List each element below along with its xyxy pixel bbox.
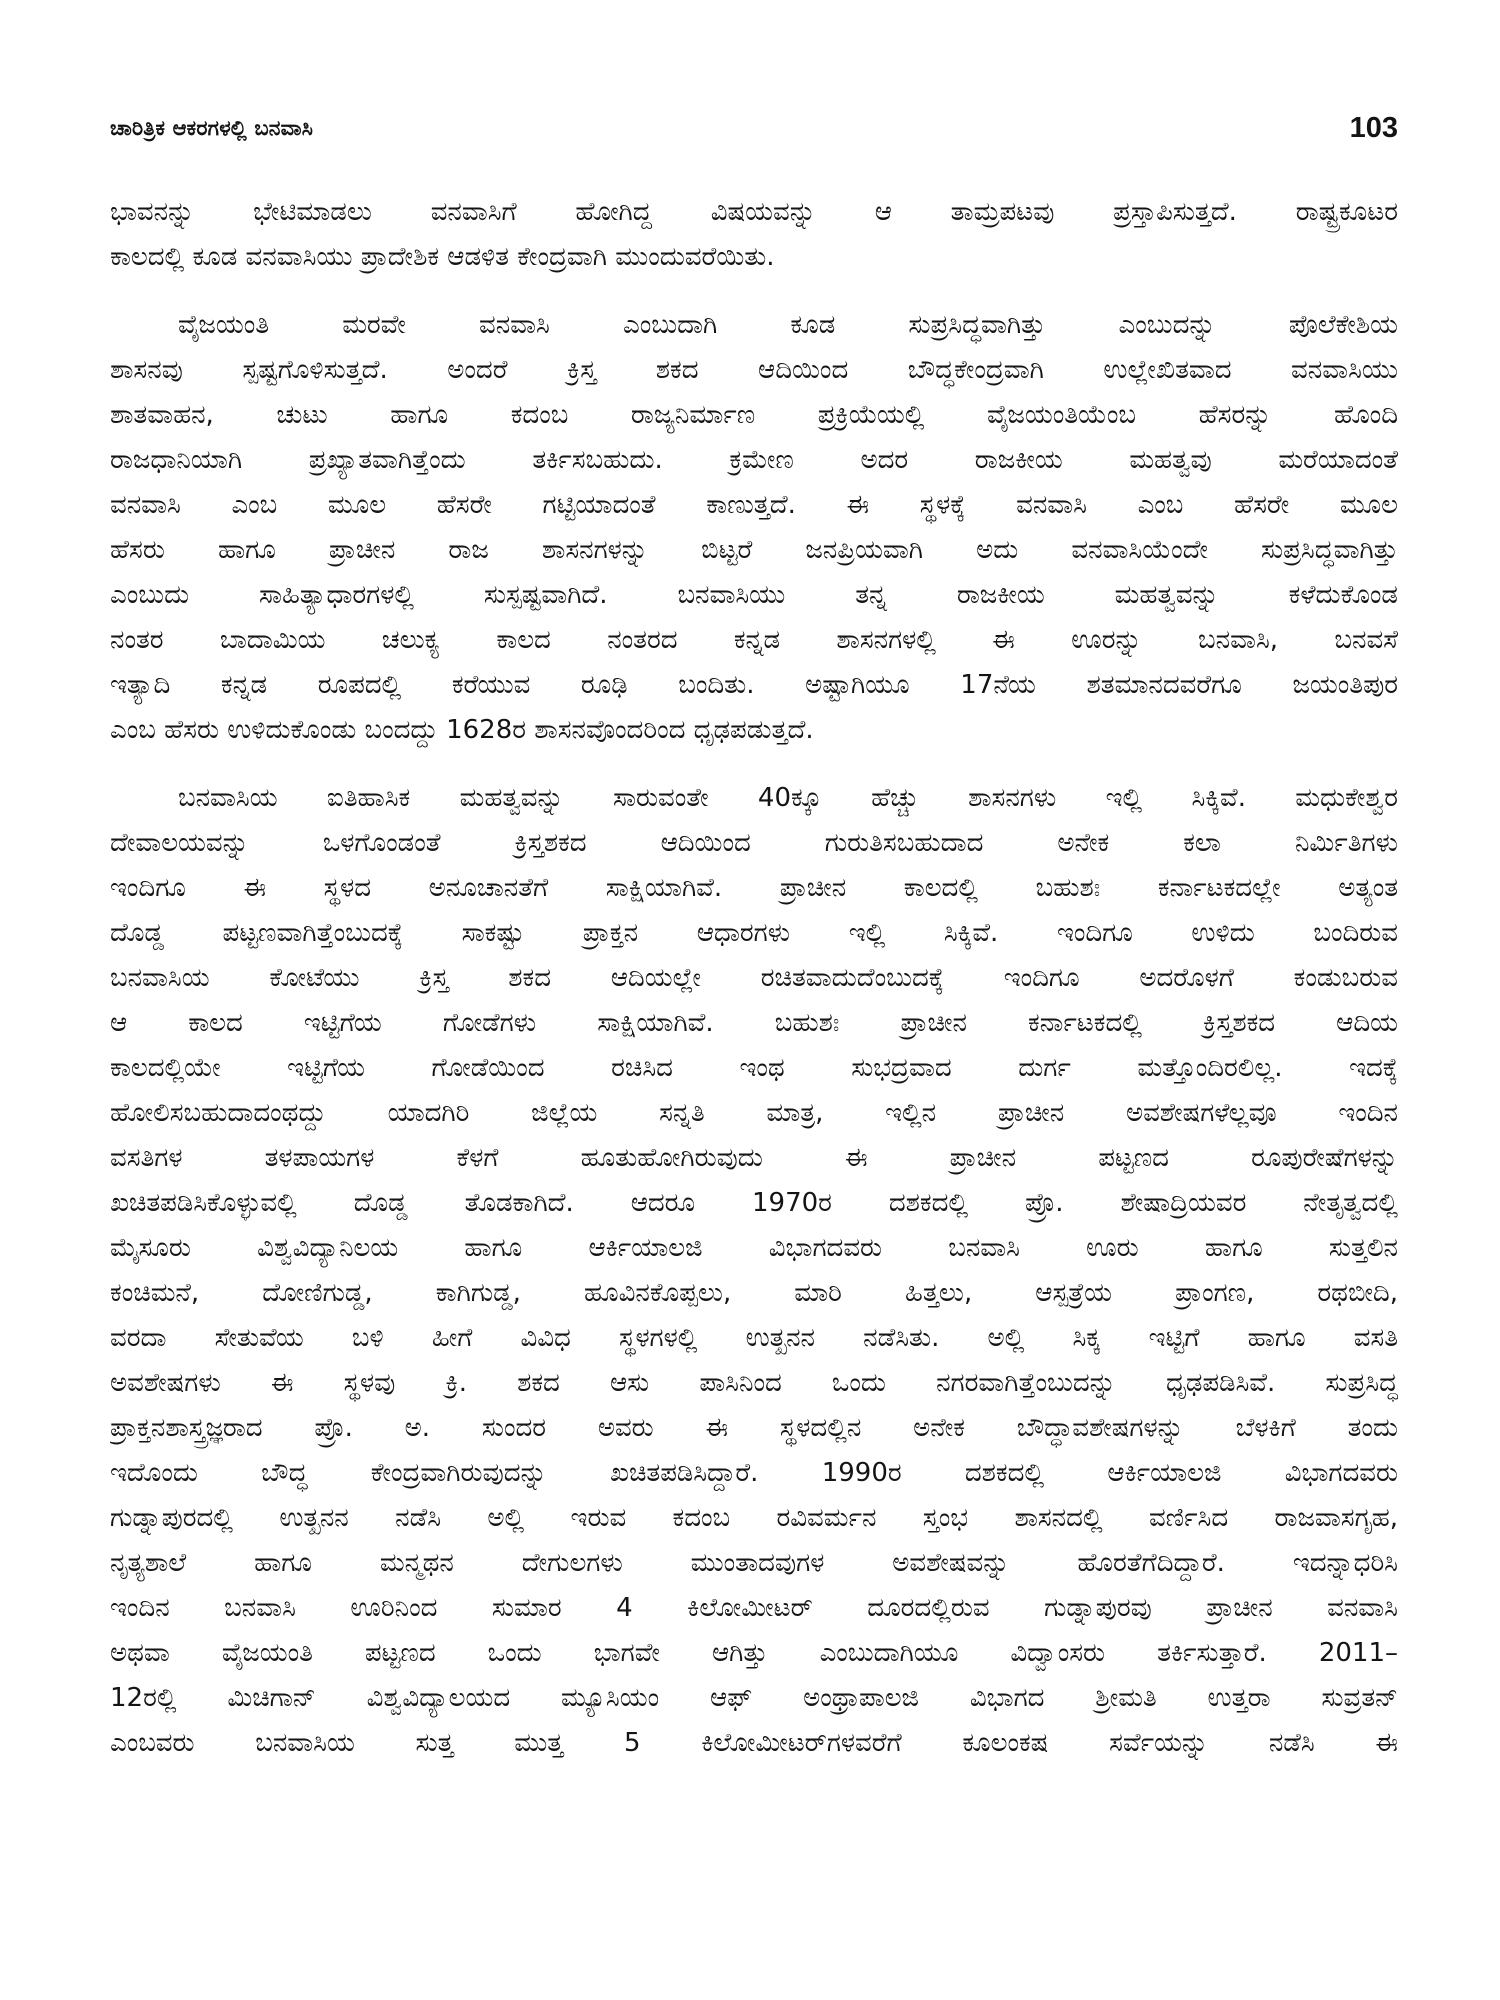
text-line: ಖಚಿತಪಡಿಸಿಕೊಳ್ಳುವಲ್ಲಿ ದೊಡ್ಡ ತೊಡಕಾಗಿದೆ. ಆದರೂ 1970ರ ದಶಕದಲ್ಲಿ ಪ್ರೊ. ಶೇಷಾದ್ರಿಯವರ ನೇತೃತ್ವದಲ್ಲಿ	[110, 1188, 1398, 1218]
text-line: ಇತ್ಯಾದಿ ಕನ್ನಡ ರೂಪದಲ್ಲಿ ಕರೆಯುವ ರೂಢಿ ಬಂದಿತು. ಅಷ್ಟಾಗಿಯೂ 17ನೆಯ ಶತಮಾನದವರೆಗೂ ಜಯಂತಿಪುರ	[110, 670, 1398, 700]
text-line: ವೈಜಯಂತಿ ಮರವೇ ವನವಾಸಿ ಎಂಬುದಾಗಿ ಕೂಡ ಸುಪ್ರಸಿದ್ಧವಾಗಿತ್ತು ಎಂಬುದನ್ನು ಪೊಲೆಕೇಶಿಯ	[178, 310, 1398, 340]
text-line: ಬನವಾಸಿಯ ಐತಿಹಾಸಿಕ ಮಹತ್ವವನ್ನು ಸಾರುವಂತೇ 40ಕ್ಕೂ ಹೆಚ್ಚು ಶಾಸನಗಳು ಇಲ್ಲಿ ಸಿಕ್ಕಿವೆ. ಮಧುಕೇಶ್ವರ	[178, 783, 1398, 813]
text-line: ಎಂಬವರು ಬನವಾಸಿಯ ಸುತ್ತ ಮುತ್ತ 5 ಕಿಲೋಮೀಟರ್‌ಗಳವರೆಗೆ ಕೂಲಂಕಷ ಸರ್ವೆಯನ್ನು ನಡೆಸಿ ಈ	[110, 1728, 1398, 1758]
text-line: ದೊಡ್ಡ ಪಟ್ಟಣವಾಗಿತ್ತೆಂಬುದಕ್ಕೆ ಸಾಕಷ್ಟು ಪ್ರಾಕ್ತನ ಆಧಾರಗಳು ಇಲ್ಲಿ ಸಿಕ್ಕಿವೆ. ಇಂದಿಗೂ ಉಳಿದು ಬಂದಿರುವ	[110, 918, 1398, 948]
text-line: ಕಾಲದಲ್ಲಿ ಕೂಡ ವನವಾಸಿಯು ಪ್ರಾದೇಶಿಕ ಆಡಳಿತ ಕೇಂದ್ರವಾಗಿ ಮುಂದುವರೆಯಿತು.	[110, 242, 775, 272]
paragraph-1	[110, 190, 1398, 280]
text-line: ಆ ಕಾಲದ ಇಟ್ಟಿಗೆಯ ಗೋಡೆಗಳು ಸಾಕ್ಷಿಯಾಗಿವೆ. ಬಹುಶಃ ಪ್ರಾಚೀನ ಕರ್ನಾಟಕದಲ್ಲಿ ಕ್ರಿಸ್ತಶಕದ ಆದಿಯ	[110, 1008, 1398, 1038]
text-line: ಬನವಾಸಿಯ ಕೋಟೆಯು ಕ್ರಿಸ್ತ ಶಕದ ಆದಿಯಲ್ಲೇ ರಚಿತವಾದುದೆಂಬುದಕ್ಕೆ ಇಂದಿಗೂ ಅದರೊಳಗೆ ಕಂಡುಬರುವ	[110, 963, 1398, 993]
text-line: ಗುಡ್ನಾಪುರದಲ್ಲಿ ಉತ್ಖನನ ನಡೆಸಿ ಅಲ್ಲಿ ಇರುವ ಕದಂಬ ರವಿವರ್ಮನ ಸ್ತಂಭ ಶಾಸನದಲ್ಲಿ ವರ್ಣಿಸಿದ ರಾಜವಾಸಗೃಹ,	[110, 1503, 1398, 1533]
text-line: ಎಂಬುದು ಸಾಹಿತ್ಯಾಧಾರಗಳಲ್ಲಿ ಸುಸ್ಪಷ್ಟವಾಗಿದೆ. ಬನವಾಸಿಯು ತನ್ನ ರಾಜಕೀಯ ಮಹತ್ವವನ್ನು ಕಳೆದುಕೊಂಡ	[110, 580, 1398, 610]
page-header	[110, 112, 1398, 152]
text-line: ಇಂದಿನ ಬನವಾಸಿ ಊರಿನಿಂದ ಸುಮಾರ 4 ಕಿಲೋಮೀಟರ್ ದೂರದಲ್ಲಿರುವ ಗುಡ್ನಾಪುರವು ಪ್ರಾಚೀನ ವನವಾಸಿ	[110, 1593, 1398, 1623]
running-title: ಚಾರಿತ್ರಿಕ ಆಕರಗಳಲ್ಲಿ ಬನವಾಸಿ	[110, 116, 314, 140]
text-line: ವರದಾ ಸೇತುವೆಯ ಬಳಿ ಹೀಗೆ ವಿವಿಧ ಸ್ಥಳಗಳಲ್ಲಿ ಉತ್ಖನನ ನಡೆಸಿತು. ಅಲ್ಲಿ ಸಿಕ್ಕ ಇಟ್ಟಿಗೆ ಹಾಗೂ ವಸತಿ	[110, 1323, 1398, 1353]
text-line: ವನವಾಸಿ ಎಂಬ ಮೂಲ ಹೆಸರೇ ಗಟ್ಟಿಯಾದಂತೆ ಕಾಣುತ್ತದೆ. ಈ ಸ್ಥಳಕ್ಕೆ ವನವಾಸಿ ಎಂಬ ಹೆಸರೇ ಮೂಲ	[110, 490, 1398, 520]
text-line: ಹೋಲಿಸಬಹುದಾದಂಥದ್ದು ಯಾದಗಿರಿ ಜಿಲ್ಲೆಯ ಸನ್ನತಿ ಮಾತ್ರ, ಇಲ್ಲಿನ ಪ್ರಾಚೀನ ಅವಶೇಷಗಳೆಲ್ಲವೂ ಇಂದಿನ	[110, 1098, 1398, 1128]
text-line: ಶಾತವಾಹನ, ಚುಟು ಹಾಗೂ ಕದಂಬ ರಾಜ್ಯನಿರ್ಮಾಣ ಪ್ರಕ್ರಿಯೆಯಲ್ಲಿ ವೈಜಯಂತಿಯೆಂಬ ಹೆಸರನ್ನು ಹೊಂದಿ	[110, 400, 1398, 430]
text-line: ಅಥವಾ ವೈಜಯಂತಿ ಪಟ್ಟಣದ ಒಂದು ಭಾಗವೇ ಆಗಿತ್ತು ಎಂಬುದಾಗಿಯೂ ವಿದ್ವಾಂಸರು ತರ್ಕಿಸುತ್ತಾರೆ. 2011–	[110, 1638, 1398, 1668]
text-line: ಭಾವನನ್ನು ಭೇಟಿಮಾಡಲು ವನವಾಸಿಗೆ ಹೋಗಿದ್ದ ವಿಷಯವನ್ನು ಆ ತಾಮ್ರಪಟವು ಪ್ರಸ್ತಾಪಿಸುತ್ತದೆ. ರಾಷ್ಟ್ರಕೂಟರ	[110, 197, 1398, 227]
text-line: ಇಂದಿಗೂ ಈ ಸ್ಥಳದ ಅನೂಚಾನತೆಗೆ ಸಾಕ್ಷಿಯಾಗಿವೆ. ಪ್ರಾಚೀನ ಕಾಲದಲ್ಲಿ ಬಹುಶಃ ಕರ್ನಾಟಕದಲ್ಲೇ ಅತ್ಯಂತ	[110, 873, 1398, 903]
text-line: ಎಂಬ ಹೆಸರು ಉಳಿದುಕೊಂಡು ಬಂದದ್ದು 1628ರ ಶಾಸನವೊಂದರಿಂದ ಧೃಢಪಡುತ್ತದೆ.	[110, 715, 814, 745]
paragraph-2	[110, 303, 1398, 753]
text-line: ಮೈಸೂರು ವಿಶ್ವವಿದ್ಯಾನಿಲಯ ಹಾಗೂ ಆರ್ಕಿಯಾಲಜಿ ವಿಭಾಗದವರು ಬನವಾಸಿ ಊರು ಹಾಗೂ ಸುತ್ತಲಿನ	[110, 1233, 1398, 1263]
page-number: 103	[1349, 112, 1398, 144]
text-line: ಶಾಸನವು ಸ್ಪಷ್ಟಗೊಳಿಸುತ್ತದೆ. ಅಂದರೆ ಕ್ರಿಸ್ತ ಶಕದ ಆದಿಯಿಂದ ಬೌದ್ಧಕೇಂದ್ರವಾಗಿ ಉಲ್ಲೇಖಿತವಾದ ವನವಾಸಿಯು	[110, 355, 1398, 385]
text-line: 12ರಲ್ಲಿ ಮಿಚಿಗಾನ್ ವಿಶ್ವವಿದ್ಯಾಲಯದ ಮ್ಯೂಸಿಯಂ ಆಫ್ ಅಂಥ್ರಾಪಾಲಜಿ ವಿಭಾಗದ ಶ್ರೀಮತಿ ಉತ್ತರಾ ಸುವ್ರತನ್	[110, 1683, 1398, 1713]
text-line: ಹೆಸರು ಹಾಗೂ ಪ್ರಾಚೀನ ರಾಜ ಶಾಸನಗಳನ್ನು ಬಿಟ್ಟರೆ ಜನಪ್ರಿಯವಾಗಿ ಅದು ವನವಾಸಿಯೆಂದೇ ಸುಪ್ರಸಿದ್ಧವಾಗಿತ್ತು	[110, 535, 1398, 565]
text-line: ರಾಜಧಾನಿಯಾಗಿ ಪ್ರಖ್ಯಾತವಾಗಿತ್ತೆಂದು ತರ್ಕಿಸಬಹುದು. ಕ್ರಮೇಣ ಅದರ ರಾಜಕೀಯ ಮಹತ್ವವು ಮರೆಯಾದಂತೆ	[110, 445, 1398, 475]
text-line: ಅವಶೇಷಗಳು ಈ ಸ್ಥಳವು ಕ್ರಿ. ಶಕದ ಆಸು ಪಾಸಿನಿಂದ ಒಂದು ನಗರವಾಗಿತ್ತೆಂಬುದನ್ನು ಧೃಢಪಡಿಸಿವೆ. ಸುಪ್ರಸಿದ್ಧ	[110, 1368, 1398, 1398]
text-line: ಇದೊಂದು ಬೌದ್ಧ ಕೇಂದ್ರವಾಗಿರುವುದನ್ನು ಖಚಿತಪಡಿಸಿದ್ದಾರೆ. 1990ರ ದಶಕದಲ್ಲಿ ಆರ್ಕಿಯಾಲಜಿ ವಿಭಾಗದವರು	[110, 1458, 1398, 1488]
text-line: ದೇವಾಲಯವನ್ನು ಒಳಗೊಂಡಂತೆ ಕ್ರಿಸ್ತಶಕದ ಆದಿಯಿಂದ ಗುರುತಿಸಬಹುದಾದ ಅನೇಕ ಕಲಾ ನಿರ್ಮಿತಿಗಳು	[110, 828, 1398, 858]
text-line: ಪ್ರಾಕ್ತನಶಾಸ್ತ್ರಜ್ಞರಾದ ಪ್ರೊ. ಅ. ಸುಂದರ ಅವರು ಈ ಸ್ಥಳದಲ್ಲಿನ ಅನೇಕ ಬೌದ್ಧಾವಶೇಷಗಳನ್ನು ಬೆಳಕಿಗೆ ತಂದು	[110, 1413, 1398, 1443]
paragraph-3	[110, 776, 1398, 1766]
text-line: ನಂತರ ಬಾದಾಮಿಯ ಚಲುಕ್ಯ ಕಾಲದ ನಂತರದ ಕನ್ನಡ ಶಾಸನಗಳಲ್ಲಿ ಈ ಊರನ್ನು ಬನವಾಸಿ, ಬನವಸೆ	[110, 625, 1398, 655]
text-line: ವಸತಿಗಳ ತಳಪಾಯಗಳ ಕೆಳಗೆ ಹೂತುಹೋಗಿರುವುದು ಈ ಪ್ರಾಚೀನ ಪಟ್ಟಣದ ರೂಪುರೇಷೆಗಳನ್ನು	[110, 1143, 1398, 1173]
body-text	[110, 190, 1398, 1766]
text-line: ಕಾಲದಲ್ಲಿಯೇ ಇಟ್ಟಿಗೆಯ ಗೋಡೆಯಿಂದ ರಚಿಸಿದ ಇಂಥ ಸುಭದ್ರವಾದ ದುರ್ಗ ಮತ್ತೊಂದಿರಲಿಲ್ಲ. ಇದಕ್ಕೆ	[110, 1053, 1398, 1083]
text-line: ಕಂಚಿಮನೆ, ದೋಣಿಗುಡ್ಡ, ಕಾಗಿಗುಡ್ಡ, ಹೂವಿನಕೊಪ್ಪಲು, ಮಾರಿ ಹಿತ್ತಲು, ಆಸ್ಪತ್ರೆಯ ಪ್ರಾಂಗಣ, ರಥಬೀದಿ,	[110, 1278, 1398, 1308]
text-line: ನೃತ್ಯಶಾಲೆ ಹಾಗೂ ಮನ್ಮಥನ ದೇಗುಲಗಳು ಮುಂತಾದವುಗಳ ಅವಶೇಷವನ್ನು ಹೊರತೆಗೆದಿದ್ದಾರೆ. ಇದನ್ನಾಧರಿಸಿ	[110, 1548, 1398, 1578]
